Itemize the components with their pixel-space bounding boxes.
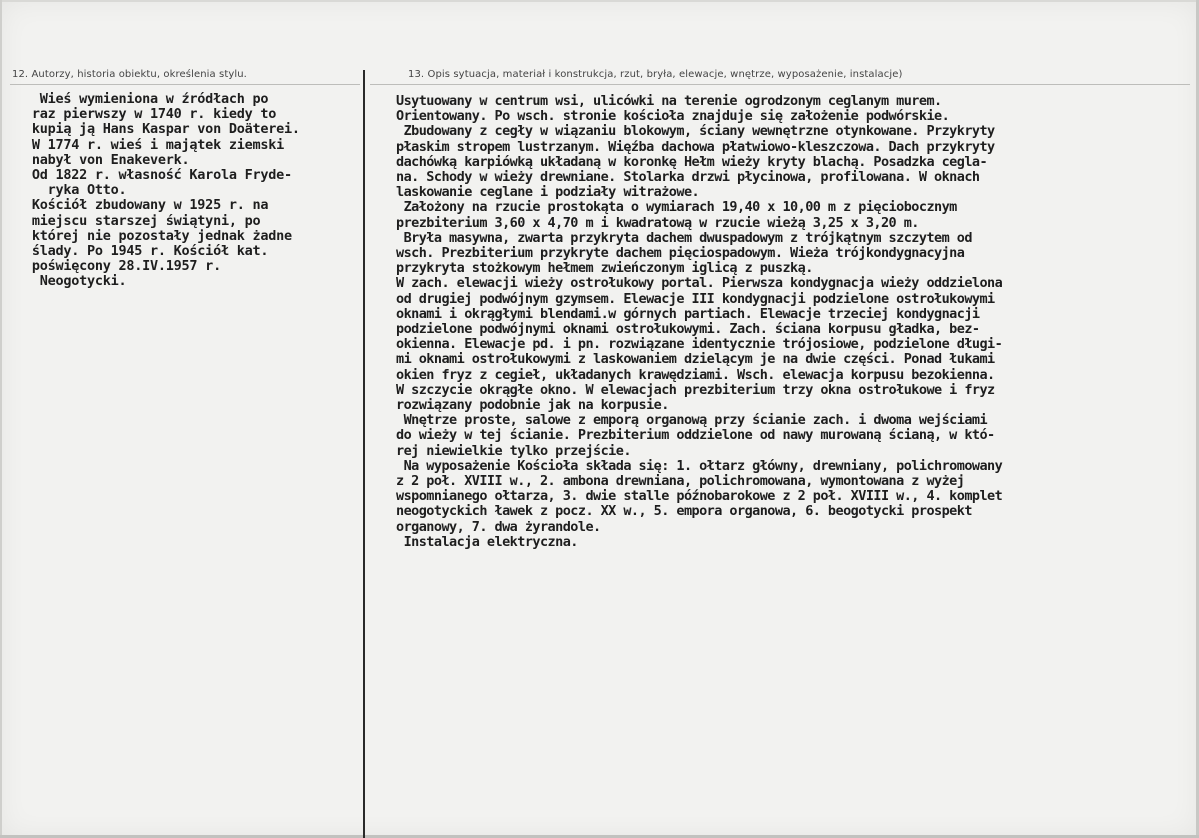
history-text-line: ślady. Po 1945 r. Kościół kat. [24,243,269,260]
description-text-line: przykryta stożkowym hełmem zwieńczonym iglicą z puszką. [396,260,813,277]
header-rule-right [370,84,1190,85]
history-text-line: Kościół zbudowany w 1925 r. na [24,197,269,214]
history-text-block [24,92,360,290]
description-text-line: podzielone podwójnymi oknami ostrołukowymi. Zach. ściana korpusu gładka, bez- [396,321,980,338]
description-text-line: do wieży w tej ścianie. Prezbiterium oddzielone od nawy murowaną ścianą, w któ- [396,427,995,444]
description-text-line: wspomnianego ołtarza, 3. dwie stalle późnobarokowe z 2 poł. XVIII w., 4. komplet [396,488,1003,505]
description-text-line: Instalacja elektryczna. [396,533,578,550]
description-text-line: Wnętrze proste, salowe z emporą organową przy ścianie zach. i dwoma wejściami [396,412,988,429]
description-text-line: W zach. elewacji wieży ostrołukowy portal. Pierwsza kondygnacja wieży oddzielona [396,275,1003,292]
section-12-label: 12. Autorzy, historia obiektu, określenia stylu. [12,69,247,80]
history-text-line: W 1774 r. wieś i majątek ziemski [24,136,284,153]
description-text-line: mi oknami ostrołukowymi z laskowaniem dzielącym je na dwie części. Ponad łukami [396,351,995,368]
description-text-line: Usytuowany w centrum wsi, ulicówki na terenie ogrodzonym ceglanym murem. [396,93,942,109]
history-text-line: raz pierwszy w 1740 r. kiedy to [24,106,277,123]
description-text-line: Założony na rzucie prostokąta o wymiarach 19,40 x 10,00 m z pięciobocznym [396,199,957,216]
description-text-line: Orientowany. Po wsch. stronie kościoła znajduje się założenie podwórskie. [396,108,950,125]
description-text-line: okien fryz z cegieł, układanych krawędziami. Wsch. elewacja korpusu bezokienna. [396,366,995,383]
description-text-line: na. Schody w wieży drewniane. Stolarka drzwi płycinowa, profilowana. W oknach [396,169,980,186]
description-text-line: dachówką karpiówką układaną w koronkę Hełm wieży kryty blachą. Posadzka cegla- [396,153,988,170]
description-text-line: rej niewielkie tylko przejście. [396,442,631,459]
description-text-line: Zbudowany z cegły w wiązaniu blokowym, ściany wewnętrzne otynkowane. Przykryty [396,123,995,140]
history-text-line: Od 1822 r. własność Karola Fryde- [24,167,292,184]
description-text-line: rozwiązany podobnie jak na korpusie. [396,397,669,414]
sheet-edge-top [0,0,1199,2]
description-text-line: od drugiej podwójnym gzymsem. Elewacje III kondygnacji podzielone ostrołukowymi [396,290,995,307]
description-text-line: wsch. Prezbiterium przykryte dachem pięciospadowym. Wieża trójkondygnacyjna [396,245,965,262]
description-text-line: płaskim stropem lustrzanym. Więźba dachowa płatwiowo-kleszczowa. Dach przykryty [396,138,995,155]
description-text-line: oknami i okrągłymi blendami.w górnych partiach. Elewacje trzeciej kondygnacji [396,305,980,322]
history-text-line: której nie pozostały jednak żadne [24,227,292,244]
history-text-line: poświęcony 28.IV.1957 r. [24,258,221,275]
description-text-line: Bryła masywna, zwarta przykryta dachem dwuspadowym z trójkątnym szczytem od [396,229,972,246]
description-text-line: Na wyposażenie Kościoła składa się: 1. ołtarz główny, drewniany, polichromowany [396,457,1003,474]
history-text-line: nabył von Enakeverk. [24,151,190,168]
description-text-line: okienna. Elewacje pd. i pn. rozwiązane identycznie trójosiowe, podzielone długi- [396,336,1003,353]
history-text-line: miejscu starszej świątyni, po [24,212,261,229]
history-text-line: Wieś wymieniona w źródłach po [24,91,269,107]
sheet-edge-left [0,0,2,838]
column-divider [363,70,365,838]
description-text-line: laskowanie ceglane i podziały witrażowe. [396,184,700,201]
description-text-line: organowy, 7. dwa żyrandole. [396,518,601,535]
description-text-line: W szczycie okrągłe okno. W elewacjach prezbiterium trzy okna ostrołukowe i fryz [396,381,995,398]
section-13-label: 13. Opis sytuacja, materiał i konstrukcja, rzut, bryła, elewacje, wnętrze, wyposażenie, instalacje) [408,69,903,80]
history-text-line: ryka Otto. [24,182,127,199]
description-text-line: neogotyckich ławek z pocz. XX w., 5. empora organowa, 6. beogotycki prospekt [396,503,972,520]
history-text-line: Neogotycki. [24,273,127,290]
header-rule-left [10,84,360,85]
description-text-line: z 2 poł. XVIII w., 2. ambona drewniana, polichromowana, wymontowana z wyżej [396,473,965,490]
history-text-line: kupią ją Hans Kaspar von Doäterei. [24,121,300,138]
description-text-block [396,94,1188,550]
description-text-line: prezbiterium 3,60 x 4,70 m i kwadratową w rzucie wieżą 3,25 x 3,20 m. [396,214,919,231]
